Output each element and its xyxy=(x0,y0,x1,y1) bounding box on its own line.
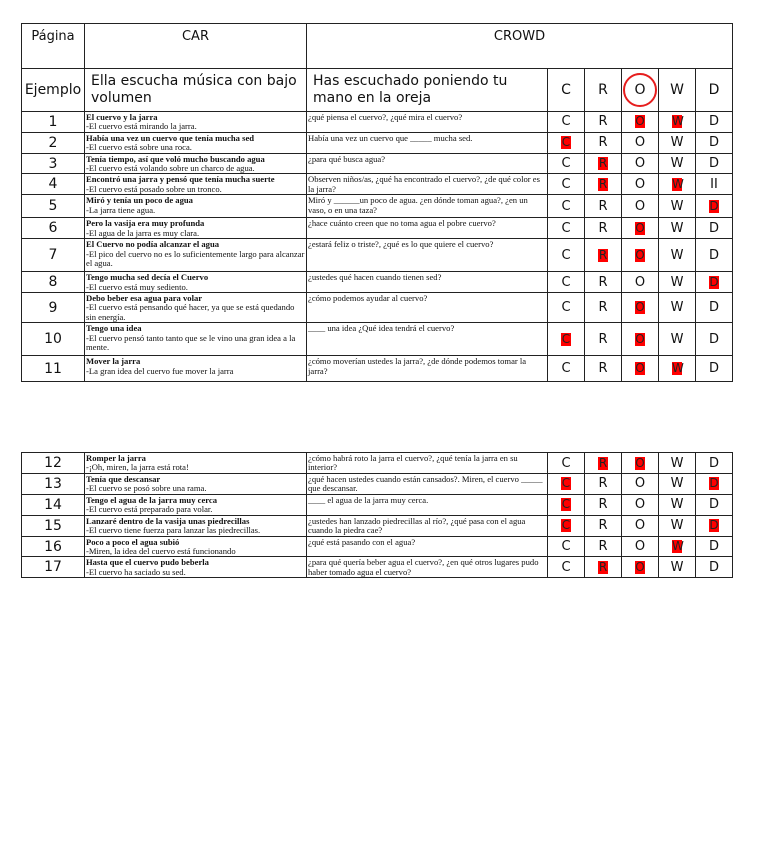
car-title: Tengo mucha sed decía el Cuervo xyxy=(86,272,209,283)
category-letter: C xyxy=(561,198,571,214)
category-o xyxy=(622,453,659,474)
highlighted-letter: O xyxy=(635,114,645,129)
car-cell xyxy=(85,356,307,382)
category-d xyxy=(696,153,733,174)
car-cell xyxy=(85,174,307,195)
category-w xyxy=(659,174,696,195)
car-description: -El pico del cuervo no es lo suficientemente largo para alcanzar el agua. xyxy=(86,248,305,269)
category-letter: O xyxy=(634,274,646,290)
category-letter: D xyxy=(708,331,719,347)
table-row xyxy=(22,195,733,218)
category-w xyxy=(659,293,696,323)
category-w xyxy=(659,474,696,495)
highlighted-letter: W xyxy=(672,539,684,554)
car-cell xyxy=(85,218,307,239)
category-letter: D xyxy=(708,135,719,151)
category-c xyxy=(548,453,585,474)
category-d xyxy=(696,557,733,578)
category-d xyxy=(696,356,733,382)
example-crowd: Has escuchado poniendo tu mano en la oreja xyxy=(307,69,548,112)
car-description: -El cuervo pensó tanto tanto que se le vino una gran idea a la mente. xyxy=(86,332,296,353)
car-cell xyxy=(85,557,307,578)
category-c xyxy=(548,218,585,239)
row-number: 8 xyxy=(22,272,85,293)
row-number: 14 xyxy=(22,494,85,515)
category-letter: D xyxy=(708,156,719,172)
category-c xyxy=(548,293,585,323)
category-c xyxy=(548,195,585,218)
category-o xyxy=(622,112,659,133)
category-r xyxy=(585,356,622,382)
example-car: Ella escucha música con bajo volumen xyxy=(85,69,307,112)
category-d xyxy=(696,112,733,133)
car-title: Mover la jarra xyxy=(86,356,141,367)
category-letter: C xyxy=(561,539,571,555)
category-letter: W xyxy=(670,331,684,347)
category-letter: D xyxy=(708,361,719,377)
category-o xyxy=(622,515,659,536)
category-d xyxy=(696,239,733,272)
highlighted-letter: R xyxy=(598,247,608,262)
category-c xyxy=(548,153,585,174)
highlighted-letter: O xyxy=(635,300,645,315)
row-number: 7 xyxy=(22,239,85,272)
crowd-prompt: ¿cómo podemos ayudar al cuervo? xyxy=(307,293,548,323)
crowd-table-2 xyxy=(21,452,733,578)
car-title: Hasta que el cuervo pudo beberla xyxy=(86,557,209,568)
category-letter: C xyxy=(561,300,571,316)
category-letter: C xyxy=(561,176,571,192)
category-letter: W xyxy=(670,198,684,214)
category-w xyxy=(659,494,696,515)
category-r xyxy=(585,195,622,218)
category-letter: W xyxy=(670,300,684,316)
category-o xyxy=(622,174,659,195)
car-title: Encontró una jarra y pensó que tenía mucha suerte xyxy=(86,174,275,185)
highlighted-letter: R xyxy=(598,455,608,470)
category-letter: D xyxy=(708,497,719,513)
category-c xyxy=(548,272,585,293)
highlighted-letter: C xyxy=(561,518,571,533)
car-title: El cuervo y la jarra xyxy=(86,112,158,122)
row-number: 11 xyxy=(22,356,85,382)
row-number: 4 xyxy=(22,174,85,195)
category-letter: W xyxy=(670,135,684,151)
car-description: -El cuervo ha saciado su sed. xyxy=(86,566,186,577)
car-title: Debo beber esa agua para volar xyxy=(86,293,203,304)
category-letter: W xyxy=(670,274,684,290)
category-c xyxy=(548,356,585,382)
highlighted-letter: W xyxy=(672,176,684,191)
category-w xyxy=(659,536,696,557)
category-r xyxy=(585,323,622,356)
crowd-prompt: Había una vez un cuervo que _____ mucha sed. xyxy=(307,132,548,153)
category-o xyxy=(622,218,659,239)
crowd-prompt: ¿para qué busca agua? xyxy=(307,153,548,174)
category-r xyxy=(585,239,622,272)
row-number: 6 xyxy=(22,218,85,239)
category-d xyxy=(696,323,733,356)
category-w xyxy=(659,132,696,153)
table-row xyxy=(22,132,733,153)
category-o xyxy=(622,272,659,293)
category-letter: R xyxy=(598,114,608,130)
car-description: -La gran idea del cuervo fue mover la jarra xyxy=(86,365,234,376)
category-c xyxy=(548,536,585,557)
category-o xyxy=(622,239,659,272)
highlighted-letter: O xyxy=(635,559,645,574)
category-r xyxy=(585,153,622,174)
category-c xyxy=(548,239,585,272)
category-r xyxy=(585,174,622,195)
car-description: -El cuervo se posó sobre una rama. xyxy=(86,483,207,494)
category-letter: O xyxy=(634,476,646,492)
category-r xyxy=(585,453,622,474)
car-description: -El agua de la jarra es muy clara. xyxy=(86,227,200,238)
category-letter: R xyxy=(598,361,608,377)
car-description: -El cuervo está volando sobre un charco de agua. xyxy=(86,163,255,174)
example-d: D xyxy=(696,69,733,112)
category-letter: C xyxy=(561,247,571,263)
highlighted-letter: O xyxy=(635,331,645,346)
crowd-prompt: ¿cómo habrá roto la jarra el cuervo?, ¿qué tenía la jarra en su interior? xyxy=(307,453,548,474)
category-w xyxy=(659,356,696,382)
crowd-prompt: ____ el agua de la jarra muy cerca. xyxy=(307,494,548,515)
category-letter: O xyxy=(634,497,646,513)
category-letter: R xyxy=(598,539,608,555)
category-letter: R xyxy=(598,274,608,290)
category-d xyxy=(696,132,733,153)
category-r xyxy=(585,218,622,239)
car-cell xyxy=(85,272,307,293)
category-c xyxy=(548,515,585,536)
car-cell xyxy=(85,536,307,557)
category-letter: C xyxy=(561,455,571,471)
category-r xyxy=(585,557,622,578)
highlighted-letter: C xyxy=(561,476,571,491)
crowd-prompt: ¿ustedes qué hacen cuando tienen sed? xyxy=(307,272,548,293)
category-letter: C xyxy=(561,274,571,290)
table-row xyxy=(22,153,733,174)
category-c xyxy=(548,557,585,578)
category-letter: D xyxy=(708,114,719,130)
car-description: -La jarra tiene agua. xyxy=(86,204,156,215)
car-title: Poco a poco el agua subió xyxy=(86,536,180,547)
category-r xyxy=(585,494,622,515)
car-cell xyxy=(85,195,307,218)
car-description: -El cuervo tiene fuerza para lanzar las piedrecillas. xyxy=(86,525,261,536)
category-d xyxy=(696,474,733,495)
category-o xyxy=(622,323,659,356)
row-number: 16 xyxy=(22,536,85,557)
category-c xyxy=(548,474,585,495)
car-cell xyxy=(85,323,307,356)
car-cell xyxy=(85,474,307,495)
table-row xyxy=(22,112,733,133)
category-d xyxy=(696,195,733,218)
highlighted-letter: R xyxy=(598,176,608,191)
car-title: Había una vez un cuervo que tenía mucha sed xyxy=(86,132,255,143)
category-letter: D xyxy=(708,300,719,316)
crowd-prompt: Observen niños/as, ¿qué ha encontrado el cuervo?, ¿de qué color es la jarra? xyxy=(307,174,548,195)
table-row xyxy=(22,272,733,293)
highlighted-letter: C xyxy=(561,135,571,150)
category-w xyxy=(659,453,696,474)
category-w xyxy=(659,323,696,356)
category-o xyxy=(622,494,659,515)
category-r xyxy=(585,272,622,293)
crowd-prompt: ____ una idea ¿Qué idea tendrá el cuervo? xyxy=(307,323,548,356)
category-w xyxy=(659,515,696,536)
category-o xyxy=(622,557,659,578)
category-letter: W xyxy=(670,476,684,492)
car-title: Tengo el agua de la jarra muy cerca xyxy=(86,494,218,505)
crowd-prompt: ¿qué piensa el cuervo?, ¿qué mira el cuervo? xyxy=(307,112,548,133)
table-row xyxy=(22,356,733,382)
car-title: Tenía tiempo, así que voló mucho buscando agua xyxy=(86,153,265,164)
category-letter: W xyxy=(670,559,684,575)
car-description: -El cuervo está sobre una roca. xyxy=(86,142,192,153)
category-w xyxy=(659,153,696,174)
car-cell xyxy=(85,112,307,133)
crowd-prompt: ¿cómo moverían ustedes la jarra?, ¿de dónde podemos tomar la jarra? xyxy=(307,356,548,382)
highlighted-letter: O xyxy=(635,455,645,470)
category-letter: O xyxy=(634,518,646,534)
category-d xyxy=(696,174,733,195)
category-o xyxy=(622,474,659,495)
car-title: Miró y tenía un poco de agua xyxy=(86,195,193,206)
category-o xyxy=(622,536,659,557)
category-w xyxy=(659,218,696,239)
car-description: -El cuervo está mirando la jarra. xyxy=(86,121,197,132)
example-o-circled: O xyxy=(623,73,657,107)
category-letter: W xyxy=(670,455,684,471)
example-label: Ejemplo xyxy=(22,69,85,112)
category-letter: O xyxy=(634,156,646,172)
table-row xyxy=(22,494,733,515)
category-c xyxy=(548,132,585,153)
row-number: 15 xyxy=(22,515,85,536)
category-d xyxy=(696,494,733,515)
category-letter: R xyxy=(598,518,608,534)
category-d xyxy=(696,218,733,239)
row-number: 10 xyxy=(22,323,85,356)
category-letter: C xyxy=(561,559,571,575)
highlighted-letter: W xyxy=(672,114,684,129)
category-letter: R xyxy=(598,198,608,214)
category-d xyxy=(696,453,733,474)
crowd-prompt: Miró y ______un poco de agua. ¿en dónde toman agua?, ¿en un vaso, o en una taza? xyxy=(307,195,548,218)
highlighted-letter: O xyxy=(635,247,645,262)
table-row xyxy=(22,239,733,272)
category-letter: C xyxy=(561,114,571,130)
car-cell xyxy=(85,515,307,536)
car-title: Lanzaré dentro de la vasija unas piedrecillas xyxy=(86,515,250,526)
crowd-table-1 xyxy=(21,23,733,382)
car-cell xyxy=(85,453,307,474)
car-cell xyxy=(85,239,307,272)
category-c xyxy=(548,494,585,515)
highlighted-letter: O xyxy=(635,361,645,376)
category-letter: D xyxy=(708,220,719,236)
car-cell xyxy=(85,153,307,174)
row-number: 12 xyxy=(22,453,85,474)
table-row xyxy=(22,453,733,474)
category-d xyxy=(696,293,733,323)
car-title: Pero la vasija era muy profunda xyxy=(86,218,205,229)
crowd-prompt: ¿estará feliz o triste?, ¿qué es lo que quiere el cuervo? xyxy=(307,239,548,272)
category-o xyxy=(622,153,659,174)
row-number: 3 xyxy=(22,153,85,174)
category-d xyxy=(696,536,733,557)
category-letter: C xyxy=(561,220,571,236)
car-title: Tenía que descansar xyxy=(86,474,161,484)
header-car: CAR xyxy=(85,24,307,69)
table-row xyxy=(22,557,733,578)
car-description: -El cuervo está posado sobre un tronco. xyxy=(86,183,222,194)
category-w xyxy=(659,195,696,218)
category-w xyxy=(659,112,696,133)
category-r xyxy=(585,132,622,153)
category-letter: II xyxy=(710,176,718,192)
category-letter: D xyxy=(708,455,719,471)
table-row xyxy=(22,293,733,323)
crowd-prompt: ¿hace cuánto creen que no toma agua el pobre cuervo? xyxy=(307,218,548,239)
table-row xyxy=(22,323,733,356)
category-letter: D xyxy=(708,247,719,263)
highlighted-letter: D xyxy=(709,518,719,533)
highlighted-letter: C xyxy=(561,331,571,346)
category-letter: C xyxy=(561,156,571,172)
category-c xyxy=(548,174,585,195)
category-r xyxy=(585,293,622,323)
category-letter: W xyxy=(670,247,684,263)
car-cell xyxy=(85,293,307,323)
category-letter: O xyxy=(634,135,646,151)
row-number: 5 xyxy=(22,195,85,218)
category-letter: W xyxy=(670,497,684,513)
highlighted-letter: W xyxy=(672,361,684,376)
table-row xyxy=(22,536,733,557)
car-cell xyxy=(85,494,307,515)
category-r xyxy=(585,112,622,133)
car-description: -¡Oh, miren, la jarra está rota! xyxy=(86,462,189,473)
category-letter: R xyxy=(598,300,608,316)
row-number: 1 xyxy=(22,112,85,133)
category-r xyxy=(585,536,622,557)
highlighted-letter: D xyxy=(709,476,719,491)
category-letter: C xyxy=(561,361,571,377)
category-r xyxy=(585,474,622,495)
car-description: -El cuervo está preparado para volar. xyxy=(86,504,213,515)
header-pagina: Página xyxy=(22,24,85,69)
category-o xyxy=(622,132,659,153)
category-letter: W xyxy=(670,156,684,172)
example-o xyxy=(622,69,659,112)
highlighted-letter: O xyxy=(635,220,645,235)
row-number: 9 xyxy=(22,293,85,323)
car-title: Tengo una idea xyxy=(86,323,142,334)
highlighted-letter: D xyxy=(709,198,719,213)
category-letter: O xyxy=(634,176,646,192)
category-c xyxy=(548,323,585,356)
car-description: -El cuervo está muy sediento. xyxy=(86,281,188,292)
crowd-prompt: ¿para qué quería beber agua el cuervo?, ¿en qué otros lugares pudo haber tomado agua el cuervo? xyxy=(307,557,548,578)
category-o xyxy=(622,293,659,323)
category-o xyxy=(622,195,659,218)
category-w xyxy=(659,557,696,578)
car-title: El Cuervo no podía alcanzar el agua xyxy=(86,239,220,250)
table-row xyxy=(22,474,733,495)
highlighted-letter: C xyxy=(561,497,571,512)
category-c xyxy=(548,112,585,133)
category-d xyxy=(696,515,733,536)
category-letter: O xyxy=(634,198,646,214)
example-r: R xyxy=(585,69,622,112)
category-letter: W xyxy=(670,518,684,534)
category-letter: R xyxy=(598,476,608,492)
category-letter: D xyxy=(708,559,719,575)
category-r xyxy=(585,515,622,536)
crowd-prompt: ¿ustedes han lanzado piedrecillas al río?, ¿qué pasa con el agua cuando la piedra cae? xyxy=(307,515,548,536)
category-w xyxy=(659,239,696,272)
row-number: 13 xyxy=(22,474,85,495)
highlighted-letter: R xyxy=(598,559,608,574)
table-row xyxy=(22,515,733,536)
example-w: W xyxy=(659,69,696,112)
car-description: -El cuervo está pensando qué hacer, ya que se está quedando sin energía. xyxy=(86,302,295,322)
table-row xyxy=(22,174,733,195)
row-number: 2 xyxy=(22,132,85,153)
category-o xyxy=(622,356,659,382)
header-crowd: CROWD xyxy=(307,24,733,69)
category-letter: R xyxy=(598,331,608,347)
car-title: Romper la jarra xyxy=(86,453,146,463)
car-description: -Miren, la idea del cuervo está funcionando xyxy=(86,546,236,557)
category-letter: O xyxy=(634,539,646,555)
table-row xyxy=(22,218,733,239)
category-w xyxy=(659,272,696,293)
car-cell xyxy=(85,132,307,153)
category-letter: W xyxy=(670,220,684,236)
category-letter: D xyxy=(708,539,719,555)
highlighted-letter: D xyxy=(709,274,719,289)
category-d xyxy=(696,272,733,293)
example-c: C xyxy=(548,69,585,112)
category-letter: R xyxy=(598,135,608,151)
crowd-prompt: ¿qué está pasando con el agua? xyxy=(307,536,548,557)
crowd-prompt: ¿qué hacen ustedes cuando están cansados?. Miren, el cuervo _____ que descansar. xyxy=(307,474,548,495)
category-letter: R xyxy=(598,497,608,513)
row-number: 17 xyxy=(22,557,85,578)
category-letter: R xyxy=(598,220,608,236)
highlighted-letter: R xyxy=(598,156,608,171)
